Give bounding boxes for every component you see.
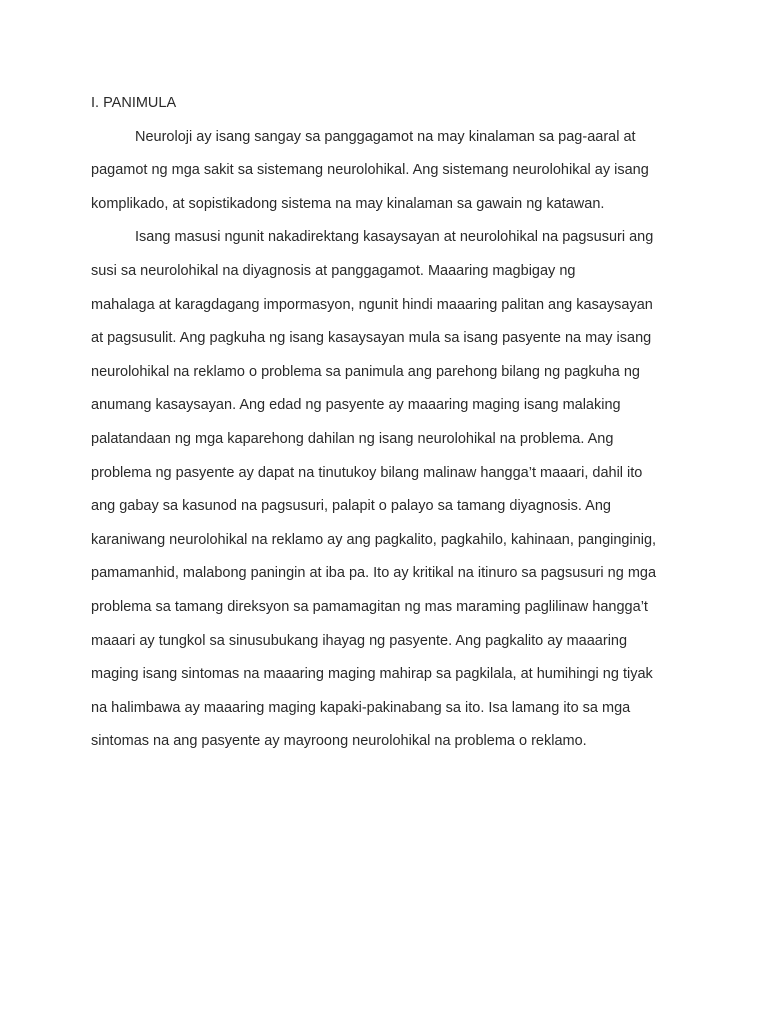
text-line: mahalaga at karagdagang impormasyon, ngunit hindi maaaring palitan ang kasaysayan [91,296,653,313]
text-line: pagamot ng mga sakit sa sistemang neurolohikal. Ang sistemang neurolohikal ay isang [91,162,649,179]
text-line: palatandaan ng mga kaparehong dahilan ng isang neurolohikal na problema. Ang [91,430,614,447]
text-line: na halimbawa ay maaaring maging kapaki-pakinabang sa ito. Isa lamang ito sa mga [91,699,631,716]
text-line: Neuroloji ay isang sangay sa panggagamot na may kinalaman sa pag-aaral at [135,128,636,145]
text-line: maging isang sintomas na maaaring maging mahirap sa pagkilala, at humihingi ng tiyak [91,666,653,683]
text-line: ang gabay sa kasunod na pagsusuri, palapit o palayo sa tamang diyagnosis. Ang [91,498,611,515]
text-line: susi sa neurolohikal na diyagnosis at panggagamot. Maaaring magbigay ng [91,262,576,279]
document-body [91,93,691,765]
text-line: at pagsusulit. Ang pagkuha ng isang kasaysayan mula sa isang pasyente na may isang [91,330,652,347]
text-line: problema ng pasyente ay dapat na tinutukoy bilang malinaw hangga’t maaari, dahil ito [91,464,643,481]
paragraph-1 [91,127,691,228]
text-line: maaari ay tungkol sa sinusubukang ihayag ng pasyente. Ang pagkalito ay maaaring [91,632,628,649]
section-heading: I. PANIMULA [91,95,177,111]
paragraph-2 [91,227,691,765]
text-line: anumang kasaysayan. Ang edad ng pasyente ay maaaring maging isang malaking [91,397,621,414]
text-line: neurolohikal na reklamo o problema sa panimula ang parehong bilang ng pagkuha ng [91,363,640,380]
text-line: problema sa tamang direksyon sa pamamagitan ng mas maraming paglilinaw hangga’t [91,598,648,615]
text-line: karaniwang neurolohikal na reklamo ay ang pagkalito, pagkahilo, kahinaan, panginginig, [91,531,657,548]
text-line: komplikado, at sopistikadong sistema na may kinalaman sa gawain ng katawan. [91,195,605,212]
text-line: Isang masusi ngunit nakadirektang kasaysayan at neurolohikal na pagsusuri ang [135,229,654,246]
text-line: sintomas na ang pasyente ay mayroong neurolohikal na problema o reklamo. [91,733,587,750]
text-line: pamamanhid, malabong paningin at iba pa. Ito ay kritikal na itinuro sa pagsusuri ng mga [91,565,657,582]
